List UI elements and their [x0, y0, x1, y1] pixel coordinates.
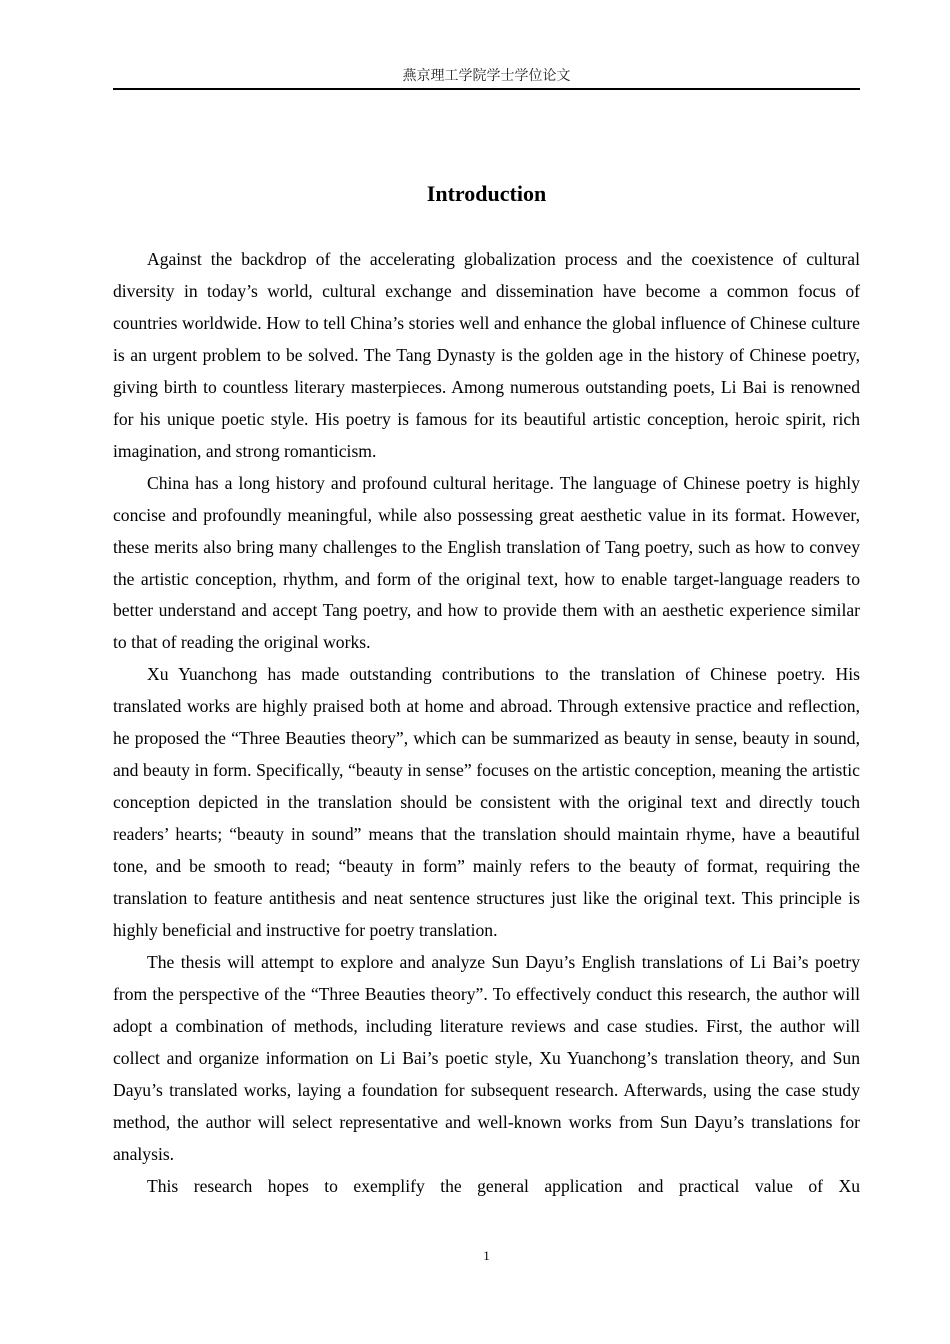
paragraph: Xu Yuanchong has made outstanding contributions to the translation of Chinese poetry. His translated works are highly praised both at home and abroad. Through extensive practice and reflection, he proposed the “Three Beauties theory”, which can be summarized as beauty in sense, beauty in sound, and beauty in form. Specifically, “beauty in sense” focuses on the artistic conception, meaning the artistic conception depicted in the translation should be consistent with the original text and directly touch readers’ hearts; “beauty in sound” means that the translation should maintain rhyme, have a beautiful tone, and be smooth to read; “beauty in form” mainly refers to the beauty of format, requiring the translation to feature antithesis and neat sentence structures just like the original text. This principle is highly beneficial and instructive for poetry translation. — [113, 664, 860, 941]
page-number: 1 — [483, 1248, 490, 1263]
section-title: Introduction — [426, 181, 547, 206]
running-title: 燕京理工学院学士学位论文 — [402, 68, 571, 84]
paragraph: The thesis will attempt to explore and analyze Sun Dayu’s English translations of Li Bai’s poetry from the perspective of the “Three Beauties theory”. To effectively conduct this research, the author will adopt a combination of methods, including literature reviews and case studies. First, the author will collect and organize information on Li Bai’s poetic style, Xu Yuanchong’s translation theory, and Sun Dayu’s translated works, laying a foundation for subsequent research. Afterwards, using the case study method, the author will select representative and well-known works from Sun Dayu’s translations for analysis. — [113, 951, 860, 1164]
body-text — [113, 244, 860, 1203]
paragraph: China has a long history and profound cultural heritage. The language of Chinese poetry is highly concise and profoundly meaningful, while also possessing great aesthetic value in its format. However, these merits also bring many challenges to the English translation of Tang poetry, such as how to convey the artistic conception, rhythm, and form of the original text, how to enable target-language readers to better understand and accept Tang poetry, and how to provide them with an aesthetic experience similar to that of reading the original works. — [113, 472, 860, 653]
paragraph: Against the backdrop of the accelerating globalization process and the coexistence of cultural diversity in today’s world, cultural exchange and dissemination have become a common focus of countries worldwide. How to tell China’s stories well and enhance the global influence of Chinese culture is an urgent problem to be solved. The Tang Dynasty is the golden age in the history of Chinese poetry, giving birth to countless literary masterpieces. Among numerous outstanding poets, Li Bai is renowned for his unique poetic style. His poetry is famous for its beautiful artistic conception, heroic spirit, rich imagination, and strong romanticism. — [113, 249, 860, 461]
paragraph: This research hopes to exemplify the general application and practical value of Xu — [147, 1175, 860, 1196]
page-header — [113, 64, 860, 90]
